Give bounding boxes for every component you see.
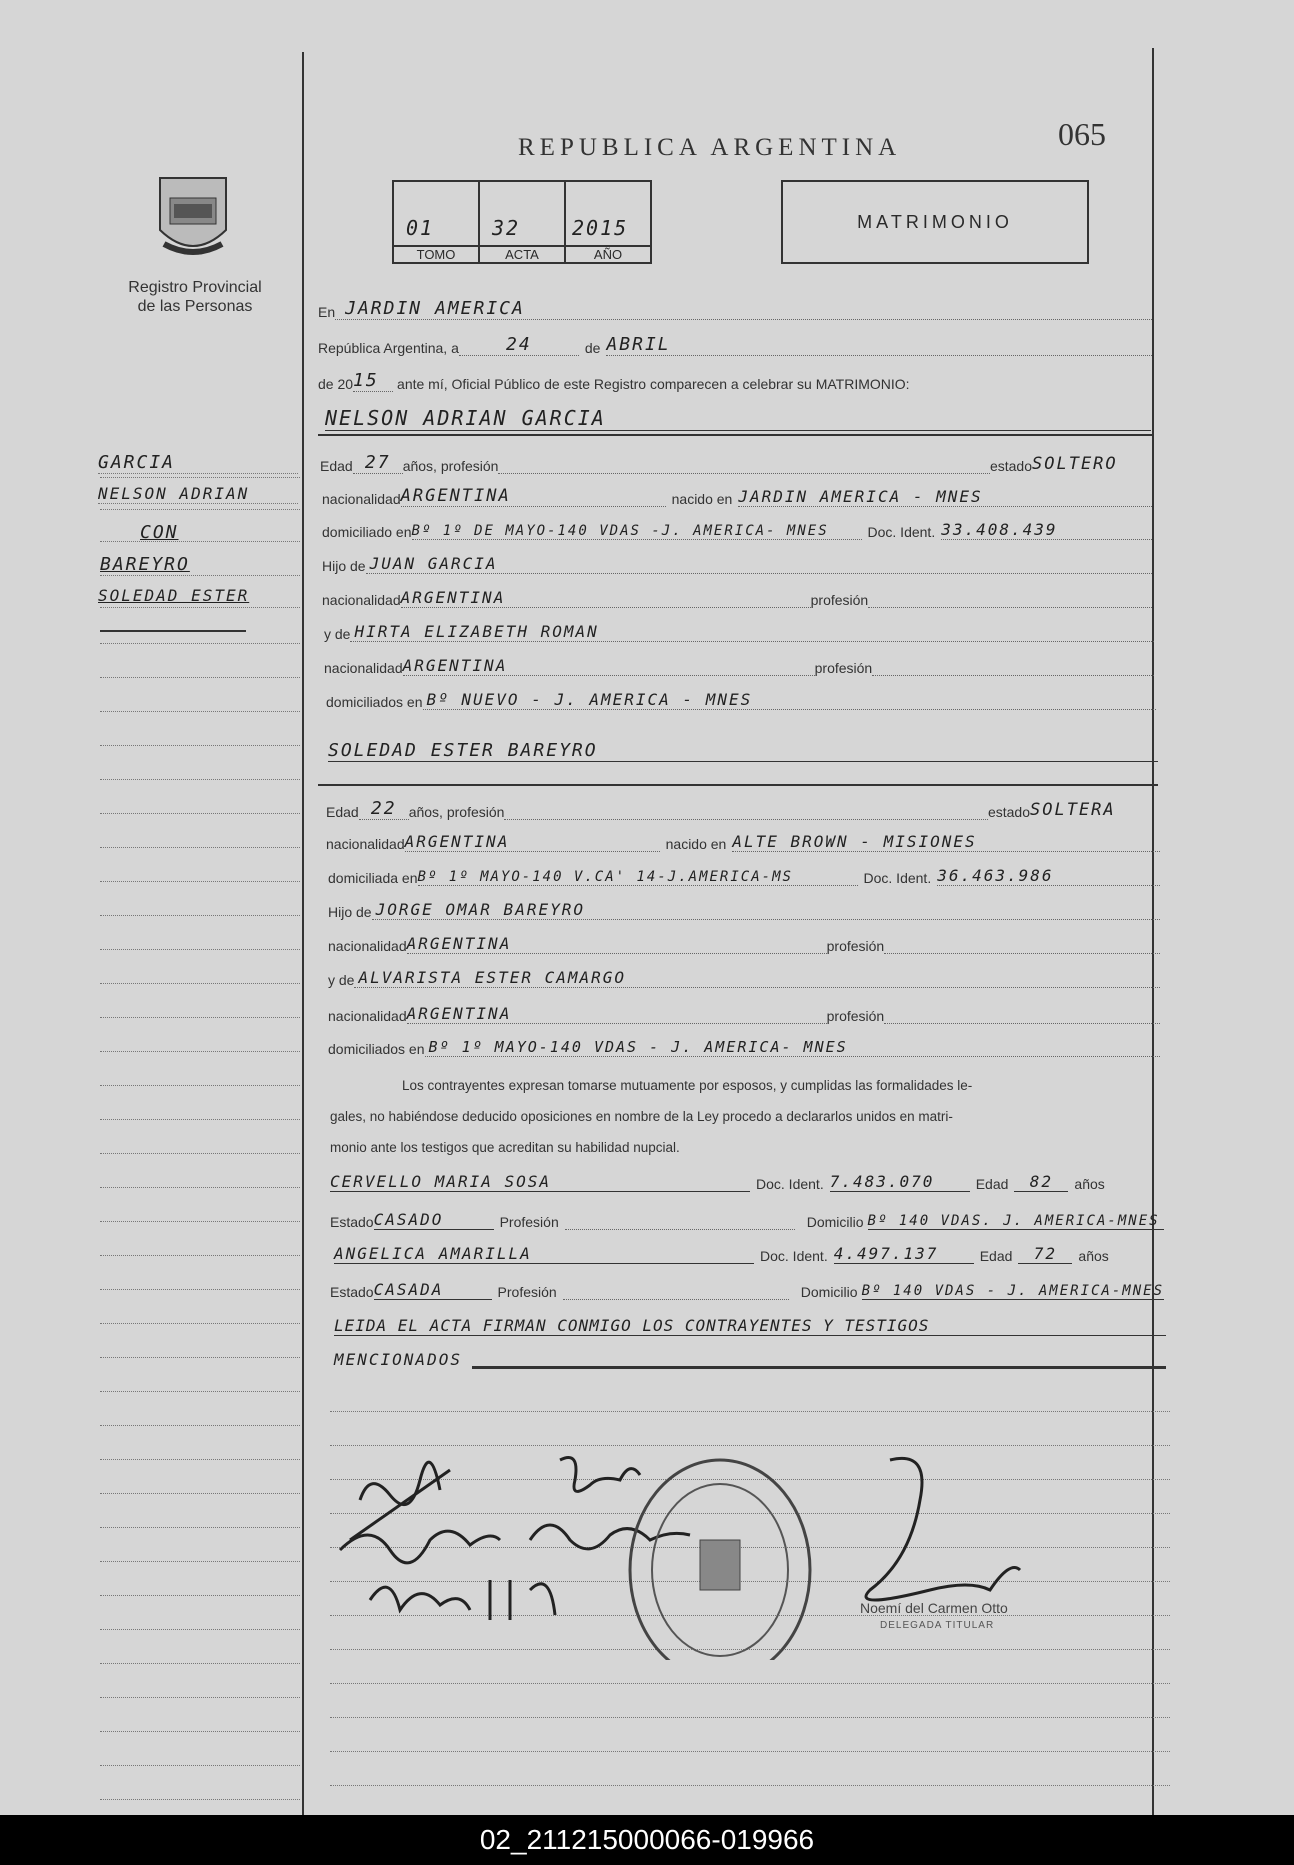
groom-doc: 33.408.439 bbox=[941, 520, 1152, 540]
acta-label: ACTA bbox=[480, 245, 564, 262]
bride-estado: SOLTERA bbox=[1030, 800, 1116, 820]
groom-father-nat-row: nacionalidad ARGENTINA profesión bbox=[322, 588, 1152, 608]
witness2-age: 72 bbox=[1018, 1244, 1072, 1264]
official-name: Noemí del Carmen Otto bbox=[860, 1600, 1008, 1616]
margin-rule bbox=[100, 630, 246, 632]
groom-parents-address: Bº NUEVO - J. AMERICA - MNES bbox=[423, 690, 1157, 710]
tomo-label: TOMO bbox=[394, 245, 478, 262]
registration-box bbox=[392, 180, 652, 264]
groom-address: Bº 1º DE MAYO-140 VDAS -J. AMERICA- MNES bbox=[412, 523, 862, 540]
tomo-value: 01 bbox=[406, 216, 435, 240]
bride-father-row: Hijo de JORGE OMAR BAREYRO bbox=[328, 900, 1160, 920]
groom-father-row: Hijo de JUAN GARCIA bbox=[322, 554, 1152, 574]
bride-mother-nationality: ARGENTINA bbox=[407, 1004, 827, 1024]
margin-note-surname: GARCIA bbox=[98, 452, 298, 474]
groom-nationality-row: nacionalidad ARGENTINA nacido en JARDIN AMERICA - MNES bbox=[322, 486, 1152, 507]
official-title: DELEGADA TITULAR bbox=[880, 1620, 995, 1631]
bride-parents-address: Bº 1º MAYO-140 VDAS - J. AMERICA- MNES bbox=[425, 1038, 1161, 1057]
margin-divider bbox=[302, 52, 304, 1815]
groom-father-nationality: ARGENTINA bbox=[401, 588, 811, 608]
witness1-doc: 7.483.070 bbox=[830, 1172, 970, 1192]
page-number: 065 bbox=[1058, 116, 1106, 152]
acta-value: 32 bbox=[492, 216, 521, 240]
groom-birthplace: JARDIN AMERICA - MNES bbox=[738, 487, 1152, 507]
bride-mother-nat-row: nacionalidad ARGENTINA profesión bbox=[328, 1004, 1160, 1024]
day-value: 24 bbox=[459, 334, 579, 356]
country-title: REPUBLICA ARGENTINA bbox=[518, 134, 902, 161]
groom-mother: HIRTA ELIZABETH ROMAN bbox=[350, 622, 1154, 642]
groom-age-row: Edad 27 años, profesión estado SOLTERO bbox=[320, 452, 1152, 474]
bride-father-nat-row: nacionalidad ARGENTINA profesión bbox=[328, 934, 1160, 954]
groom-divider bbox=[318, 434, 1152, 436]
margin-note-given: NELSON ADRIAN bbox=[98, 484, 298, 504]
bride-father: JORGE OMAR BAREYRO bbox=[372, 900, 1160, 920]
bride-name: SOLEDAD ESTER BAREYRO bbox=[328, 740, 598, 761]
margin-note-con: CON bbox=[140, 522, 179, 543]
witness2-domicilio: Bº 140 VDAS - J. AMERICA-MNES bbox=[861, 1283, 1164, 1299]
closing-line1: LEIDA EL ACTA FIRMAN CONMIGO LOS CONTRAYENTES Y TESTIGOS bbox=[334, 1316, 1166, 1336]
bride-age-row: Edad 22 años, profesión estado SOLTERA bbox=[326, 798, 1160, 820]
anio-label: AÑO bbox=[566, 245, 650, 262]
witness2-name: ANGELICA AMARILLA bbox=[334, 1244, 754, 1264]
anio-value: 2015 bbox=[572, 216, 629, 240]
year-row: de 20 15 ante mí, Oficial Público de este Registro comparecen a celebrar su MATRIMONIO: bbox=[318, 370, 910, 392]
witness2-estado: CASADA bbox=[374, 1280, 492, 1300]
witness1-age: 82 bbox=[1014, 1172, 1068, 1192]
provincial-seal-icon bbox=[150, 170, 236, 265]
witness2-detail-row: Estado CASADA Profesión Domicilio Bº 140 VDAS - J. AMERICA-MNES bbox=[330, 1280, 1164, 1300]
witness1-domicilio: Bº 140 VDAS. J. AMERICA-MNES bbox=[868, 1213, 1164, 1230]
bride-father-nationality: ARGENTINA bbox=[407, 934, 827, 954]
groom-mother-nationality: ARGENTINA bbox=[403, 656, 815, 676]
bride-divider bbox=[318, 784, 1158, 786]
declaration-text: Los contrayentes expresan tomarse mutuamente por esposos, y cumplidas las formalidades le- gales, no habiéndose deducido oposiciones en nombre de la Ley procedo a declararlos unidos en matri- monio ante los testigos que acreditan su habilidad nupcial. bbox=[330, 1078, 973, 1155]
bride-nationality-row: nacionalidad ARGENTINA nacido en ALTE BROWN - MISIONES bbox=[326, 832, 1160, 852]
groom-name: NELSON ADRIAN GARCIA bbox=[325, 406, 606, 430]
act-type: MATRIMONIO bbox=[857, 212, 1013, 232]
bride-mother-row: y de ALVARISTA ESTER CAMARGO bbox=[328, 968, 1160, 988]
groom-mother-nat-row: nacionalidad ARGENTINA profesión bbox=[324, 656, 1154, 676]
place-value: JARDIN AMERICA bbox=[335, 298, 1152, 320]
groom-father: JUAN GARCIA bbox=[366, 554, 1152, 574]
right-border bbox=[1152, 48, 1154, 1815]
witness1-row: CERVELLO MARIA SOSA Doc. Ident. 7.483.070 Edad 82 años bbox=[330, 1172, 1105, 1192]
date-row: República Argentina, a 24 de ABRIL bbox=[318, 334, 1152, 356]
bride-age: 22 bbox=[359, 798, 409, 820]
bride-parents-address-row: domiciliados en Bº 1º MAYO-140 VDAS - J. AMERICA- MNES bbox=[328, 1038, 1160, 1057]
groom-mother-row: y de HIRTA ELIZABETH ROMAN bbox=[324, 622, 1154, 642]
closing-line2: MENCIONADOS bbox=[334, 1350, 1166, 1369]
groom-age: 27 bbox=[353, 452, 403, 474]
bride-mother: ALVARISTA ESTER CAMARGO bbox=[354, 968, 1160, 988]
bride-address-row: domiciliada en Bº 1º MAYO-140 V.CA' 14-J.AMERICA-MS Doc. Ident. 36.463.986 bbox=[328, 866, 1160, 886]
bride-name-row bbox=[328, 740, 1158, 762]
witness1-estado: CASADO bbox=[374, 1210, 494, 1230]
act-type-box bbox=[781, 180, 1089, 264]
witness1-name: CERVELLO MARIA SOSA bbox=[330, 1172, 750, 1192]
groom-address-row: domiciliado en Bº 1º DE MAYO-140 VDAS -J. AMERICA- MNES Doc. Ident. 33.408.439 bbox=[322, 520, 1152, 540]
scan-id-footer: 02_211215000066-019966 bbox=[0, 1815, 1294, 1865]
month-value: ABRIL bbox=[606, 334, 1152, 356]
margin-note-bride-surname: BAREYRO bbox=[100, 554, 190, 575]
witness1-detail-row: Estado CASADO Profesión Domicilio Bº 140 VDAS. J. AMERICA-MNES bbox=[330, 1210, 1164, 1230]
groom-parents-address-row: domiciliados en Bº NUEVO - J. AMERICA - MNES bbox=[326, 690, 1156, 710]
groom-name-row bbox=[325, 406, 1151, 431]
margin-note-bride-given: SOLEDAD ESTER bbox=[98, 586, 250, 605]
registry-name: Registro Provincial de las Personas bbox=[128, 279, 262, 315]
bride-doc: 36.463.986 bbox=[937, 866, 1160, 886]
witness2-doc: 4.497.137 bbox=[834, 1244, 974, 1264]
bride-birthplace: ALTE BROWN - MISIONES bbox=[732, 832, 1160, 852]
witness2-row: ANGELICA AMARILLA Doc. Ident. 4.497.137 Edad 72 años bbox=[334, 1244, 1109, 1264]
bride-address: Bº 1º MAYO-140 V.CA' 14-J.AMERICA-MS bbox=[418, 869, 858, 886]
bride-nationality: ARGENTINA bbox=[405, 832, 660, 852]
year-suffix: 15 bbox=[353, 370, 393, 392]
intro-sentence: ante mí, Oficial Público de este Registro comparecen a celebrar su MATRIMONIO: bbox=[397, 376, 910, 392]
groom-nationality: ARGENTINA bbox=[401, 486, 666, 507]
place-row: En JARDIN AMERICA bbox=[318, 298, 1152, 320]
groom-estado: SOLTERO bbox=[1032, 454, 1118, 474]
